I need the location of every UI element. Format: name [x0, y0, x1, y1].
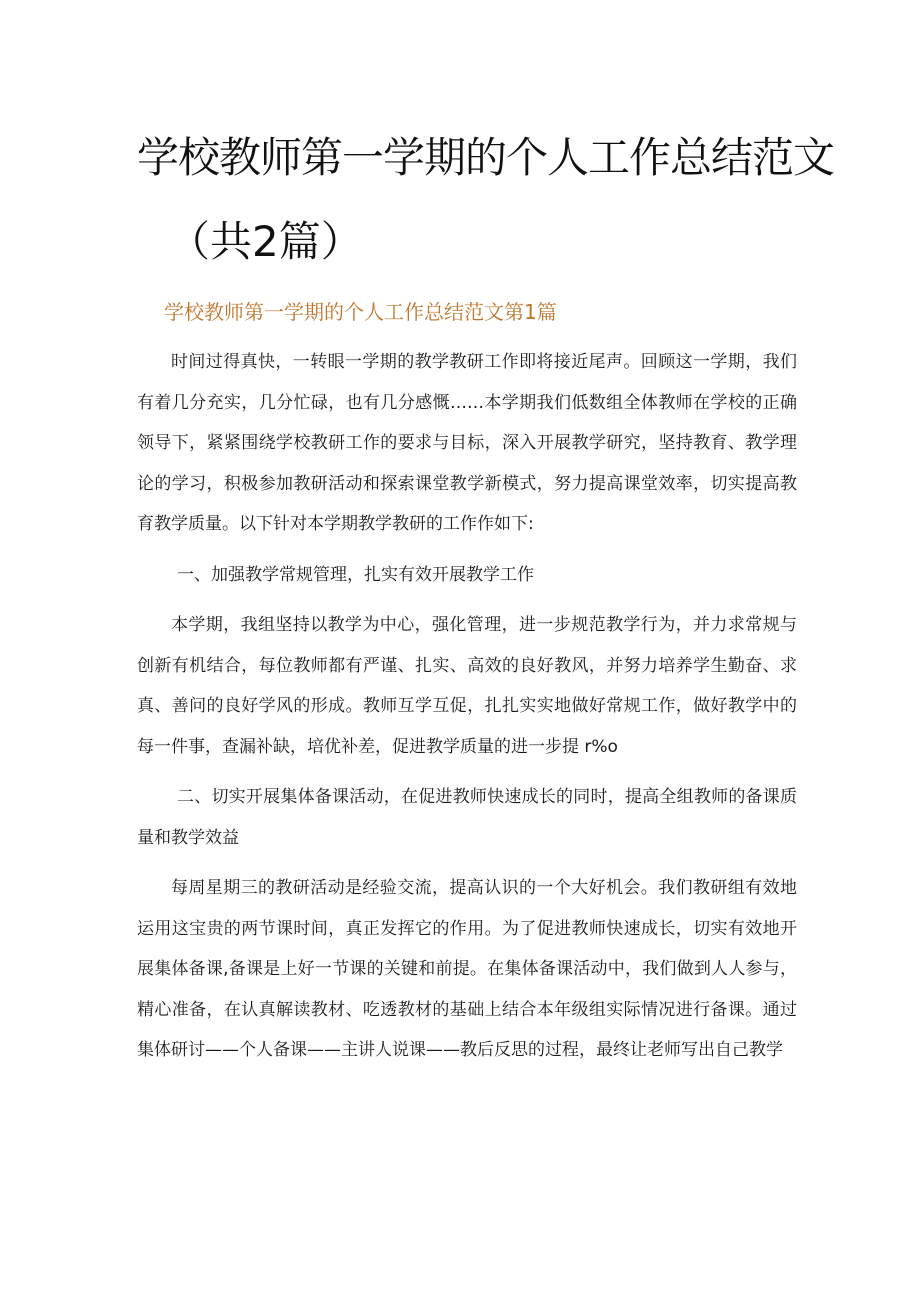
paragraph-intro: 时间过得真快，一转眼一学期的教学教研工作即将接近尾声。回顾这一学期，我们有着几分充实，几分忙碌，也有几分感慨……本学期我们低数组全体教师在学校的正确领导下，紧紧围绕学校教研工作的要求与目标，深入开展教学研究，坚持教育、教学理论的学习，积极参加教研活动和探索课堂教学新模式，努力提高课堂效率，切实提高教育教学质量。以下针对本学期教学教研的工作作如下: [137, 352, 797, 534]
section-heading-2: 二、切实开展集体备课活动，在促进教师快速成长的同时，提高全组教师的备课质量和教学效益 [137, 787, 797, 848]
section-heading-1: 一、加强教学常规管理，扎实有效开展教学工作 [177, 564, 534, 585]
document-title: 学校教师第一学期的个人工作总结范文 [137, 133, 835, 182]
document-title-count: （共2篇） [168, 217, 363, 266]
section-heading: 学校教师第一学期的个人工作总结范文第1篇 [164, 300, 557, 324]
paragraph-section-2: 每周星期三的教研活动是经验交流，提高认识的一个大好机会。我们教研组有效地运用这宝贵的两节课时间，真正发挥它的作用。为了促进教师快速成长，切实有效地开展集体备课,备课是上好一节课的关键和前提。在集体备课活动中，我们做到人人参与，精心准备，在认真解读教材、吃透教材的基础上结合本年级组实际情况进行备课。通过集体研讨——个人备课——主讲人说课——教后反思的过程，最终让老师写出自己教学 [137, 878, 797, 1060]
document-body [137, 342, 797, 1081]
paragraph-section-1: 本学期，我组坚持以教学为中心，强化管理，进一步规范教学行为，并力求常规与创新有机结合，每位教师都有严谨、扎实、高效的良好教风，并努力培养学生勤奋、求真、善问的良好学风的形成。教师互学互促，扎扎实实地做好常规工作，做好教学中的每一件事，查漏补缺，培优补差，促进教学质量的进一步提 r%o [137, 615, 797, 757]
